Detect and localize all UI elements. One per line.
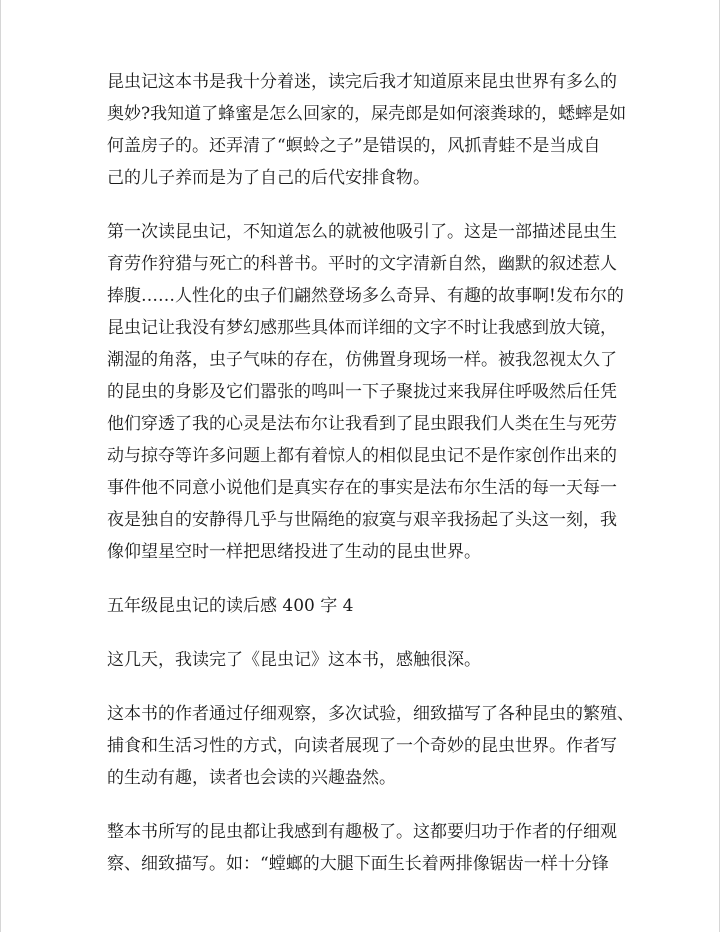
section-heading-text: 五年级昆虫记的读后感 400 字 4: [107, 596, 354, 616]
paragraph-author-observation: [107, 698, 634, 794]
text-line: 动与掠夺等许多问题上都有着惊人的相似昆虫记不是作家创作出来的: [107, 446, 617, 466]
text-line: 己的儿子养而是为了自己的后代安排食物。: [107, 168, 430, 188]
paragraph-first-reading: [107, 216, 624, 568]
text-line: 夜是独自的安静得几乎与世隔绝的寂寞与艰辛我扬起了头这一刻，我: [107, 510, 617, 530]
text-line: 奥妙?我知道了蜂蜜是怎么回家的，屎壳郎是如何滚粪球的，蟋蟀是如: [107, 104, 627, 124]
document-body: [107, 66, 634, 902]
text-line: 事件他不同意小说他们是真实存在的事实是法布尔生活的每一天每一: [107, 478, 617, 498]
text-line: 这本书的作者通过仔细观察，多次试验，细致描写了各种昆虫的繁殖、: [107, 704, 634, 724]
text-line: 的生动有趣，读者也会读的兴趣盎然。: [107, 768, 396, 788]
text-line: 的昆虫的身影及它们嚣张的鸣叫一下子聚拢过来我屏住呼吸然后任凭: [107, 382, 617, 402]
text-line: 育劳作狩猎与死亡的科普书。平时的文字清新自然，幽默的叙述惹人: [107, 254, 617, 274]
text-line: 昆虫记让我没有梦幻感那些具体而详细的文字不时让我感到放大镜，: [107, 318, 617, 338]
text-line: 察、细致描写。如：“螳螂的大腿下面生长着两排像锯齿一样十分锋: [107, 854, 609, 874]
text-line: 昆虫记这本书是我十分着迷，读完后我才知道原来昆虫世界有多么的: [107, 72, 617, 92]
text-line: 整本书所写的昆虫都让我感到有趣极了。这都要归功于作者的仔细观: [107, 822, 617, 842]
text-line: 他们穿透了我的心灵是法布尔让我看到了昆虫跟我们人类在生与死劳: [107, 414, 617, 434]
text-line: 捧腹……人性化的虫子们翩然登场多么奇异、有趣的故事啊!发布尔的: [107, 286, 624, 306]
paragraph-opening: [107, 644, 611, 676]
text-line: 何盖房子的。还弄清了“螟蛉之子”是错误的，风抓青蛙不是当成自: [107, 136, 601, 156]
paragraph-interesting-insects: [107, 816, 617, 880]
text-line: 这几天，我读完了《昆虫记》这本书，感触很深。: [107, 650, 481, 670]
text-line: 像仰望星空时一样把思绪投进了生动的昆虫世界。: [107, 542, 481, 562]
text-line: 捕食和生活习性的方式，向读者展现了一个奇妙的昆虫世界。作者写: [107, 736, 617, 756]
paragraph-intro: [107, 66, 627, 194]
text-line: 第一次读昆虫记，不知道怎么的就被他吸引了。这是一部描述昆虫生: [107, 222, 617, 242]
text-line: 潮湿的角落，虫子气味的存在，仿佛置身现场一样。被我忽视太久了: [107, 350, 617, 370]
section-heading: [107, 590, 611, 622]
